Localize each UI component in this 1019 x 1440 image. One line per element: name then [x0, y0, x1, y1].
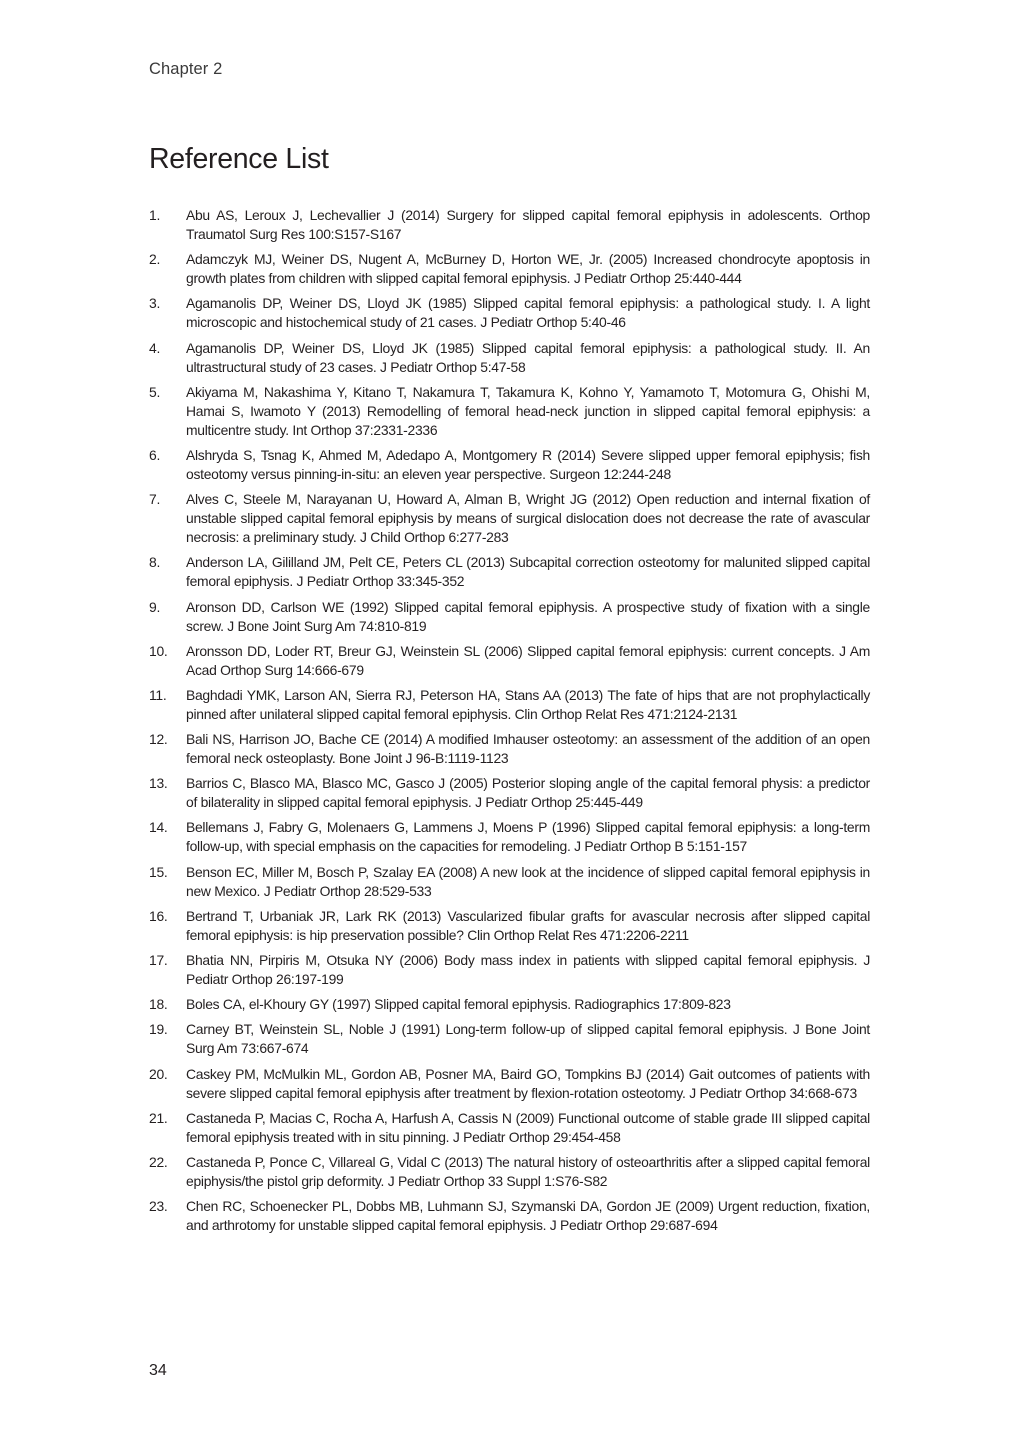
reference-text: Aronson DD, Carlson WE (1992) Slipped capital femoral epiphysis. A prospective study of fixation with a single screw. J Bone Joint Surg Am 74:810-819 [186, 598, 870, 634]
reference-text: Benson EC, Miller M, Bosch P, Szalay EA (2008) A new look at the incidence of slipped capital femoral epiphysis in new Mexico. J Pediatr Orthop 28:529-533 [186, 863, 870, 899]
reference-item [149, 490, 870, 547]
reference-number: 16. [149, 907, 168, 924]
reference-number: 5. [149, 383, 161, 400]
reference-number: 20. [149, 1065, 168, 1082]
reference-item [149, 383, 870, 440]
reference-item [149, 863, 870, 901]
reference-item [149, 553, 870, 591]
reference-number: 4. [149, 339, 161, 356]
reference-text: Chen RC, Schoenecker PL, Dobbs MB, Luhmann SJ, Szymanski DA, Gordon JE (2009) Urgent reduction, fixation, and arthrotomy for unstable slipped capital femoral epiphysis. J Pediatr Orthop 29:687-694 [186, 1198, 870, 1234]
reference-number: 1. [149, 207, 161, 223]
reference-text: Bhatia NN, Pirpiris M, Otsuka NY (2006) Body mass index in patients with slipped capital femoral epiphysis. J Pediatr Orthop 26:197-199 [186, 952, 870, 987]
reference-item [149, 642, 870, 680]
reference-text: Anderson LA, Gililland JM, Pelt CE, Peters CL (2013) Subcapital correction osteotomy for malunited slipped capital femoral epiphysis. J Pediatr Orthop 33:345-352 [186, 554, 870, 590]
reference-list [149, 206, 870, 1241]
reference-text: Baghdadi YMK, Larson AN, Sierra RJ, Peterson HA, Stans AA (2013) The fate of hips that are not prophylactically pinned after unilateral slipped capital femoral epiphysis. Clin Orthop Relat Res 471:2124-2131 [186, 686, 870, 722]
reference-item [149, 250, 870, 288]
reference-number: 21. [149, 1109, 168, 1126]
reference-item [149, 1020, 870, 1058]
reference-text: Alshryda S, Tsnag K, Ahmed M, Adedapo A, Montgomery R (2014) Severe slipped upper femoral epiphysis; fish osteotomy versus pinning-in-situ: an eleven year perspective. Surgeon 12:244-248 [186, 446, 870, 482]
reference-text: Aronsson DD, Loder RT, Breur GJ, Weinstein SL (2006) Slipped capital femoral epiphysis: current concepts. J Am Acad Orthop Surg 14:666-679 [186, 642, 870, 678]
reference-number: 18. [149, 996, 168, 1013]
reference-item [149, 686, 870, 724]
reference-number: 10. [149, 642, 168, 659]
reference-number: 19. [149, 1021, 168, 1038]
reference-text: Alves C, Steele M, Narayanan U, Howard A, Alman B, Wright JG (2012) Open reduction and internal fixation of unstable slipped capital femoral epiphysis by means of surgical dislocation does not decrease the rate of avascular necrosis: a preliminary study. J Child Orthop 6:277-283 [186, 491, 870, 546]
reference-number: 11. [149, 686, 167, 703]
reference-item [149, 1153, 870, 1191]
reference-number: 15. [149, 863, 168, 880]
page-title: Reference List [149, 143, 329, 175]
reference-text: Agamanolis DP, Weiner DS, Lloyd JK (1985) Slipped capital femoral epiphysis: a pathological study. I. A light microscopic and histochemical study of 21 cases. J Pediatr Orthop 5:40-46 [186, 295, 870, 331]
reference-text: Akiyama M, Nakashima Y, Kitano T, Nakamura T, Takamura K, Kohno Y, Yamamoto T, Motomura G, Ohishi M, Hamai S, Iwamoto Y (2013) Remodelling of femoral head-neck junction in slipped capital femoral epiphysis: a multicentre study. Int Orthop 37:2331-2336 [186, 383, 870, 438]
reference-number: 13. [149, 775, 168, 792]
reference-item [149, 206, 870, 244]
reference-item [149, 1109, 870, 1147]
reference-text: Abu AS, Leroux J, Lechevallier J (2014) Surgery for slipped capital femoral epiphysis in adolescents. Orthop Traumatol Surg Res 100:S157-S167 [186, 207, 870, 242]
reference-text: Castaneda P, Ponce C, Villareal G, Vidal C (2013) The natural history of osteoarthritis after a slipped capital femoral epiphysis/the pistol grip deformity. J Pediatr Orthop 33 Suppl 1:S76-S82 [186, 1153, 870, 1189]
reference-text: Agamanolis DP, Weiner DS, Lloyd JK (1985) Slipped capital femoral epiphysis: a pathological study. II. An ultrastructural study of 23 cases. J Pediatr Orthop 5:47-58 [186, 339, 870, 375]
reference-number: 8. [149, 554, 161, 571]
reference-number: 22. [149, 1153, 168, 1170]
reference-item [149, 1197, 870, 1235]
reference-item [149, 446, 870, 484]
page-number: 34 [149, 1362, 167, 1379]
reference-item [149, 818, 870, 856]
reference-text: Caskey PM, McMulkin ML, Gordon AB, Posner MA, Baird GO, Tompkins BJ (2014) Gait outcomes of patients with severe slipped capital femoral epiphysis after treatment by flexion-rotation osteotomy. J Pediatr Orthop 34:668-673 [186, 1065, 870, 1101]
reference-item [149, 907, 870, 945]
reference-number: 2. [149, 251, 161, 268]
reference-item [149, 598, 870, 636]
reference-number: 12. [149, 731, 168, 748]
reference-text: Boles CA, el-Khoury GY (1997) Slipped capital femoral epiphysis. Radiographics 17:809-823 [186, 996, 731, 1013]
reference-text: Bali NS, Harrison JO, Bache CE (2014) A modified Imhauser osteotomy: an assessment of the addition of an open femoral neck osteoplasty. Bone Joint J 96-B:1119-1123 [186, 731, 870, 767]
reference-item [149, 730, 870, 768]
reference-item [149, 294, 870, 332]
reference-item [149, 951, 870, 989]
reference-text: Bertrand T, Urbaniak JR, Lark RK (2013) Vascularized fibular grafts for avascular necrosis after slipped capital femoral epiphysis: is hip preservation possible? Clin Orthop Relat Res 471:2206-2211 [186, 907, 870, 943]
reference-number: 17. [149, 952, 168, 968]
reference-text: Adamczyk MJ, Weiner DS, Nugent A, McBurney D, Horton WE, Jr. (2005) Increased chondrocyte apoptosis in growth plates from children with slipped capital femoral epiphysis. J Pediatr Orthop 25:440-444 [186, 251, 870, 287]
reference-item [149, 339, 870, 377]
reference-number: 7. [149, 491, 161, 508]
reference-number: 9. [149, 598, 161, 615]
reference-number: 23. [149, 1198, 168, 1215]
reference-text: Barrios C, Blasco MA, Blasco MC, Gasco J (2005) Posterior sloping angle of the capital femoral physis: a predictor of bilaterality in slipped capital femoral epiphysis. J Pediatr Orthop 25:445-449 [186, 775, 870, 811]
reference-text: Castaneda P, Macias C, Rocha A, Harfush A, Cassis N (2009) Functional outcome of stable grade III slipped capital femoral epiphysis treated with in situ pinning. J Pediatr Orthop 29:454-458 [186, 1109, 870, 1145]
reference-text: Carney BT, Weinstein SL, Noble J (1991) Long-term follow-up of slipped capital femoral epiphysis. J Bone Joint Surg Am 73:667-674 [186, 1021, 870, 1057]
reference-text: Bellemans J, Fabry G, Molenaers G, Lammens J, Moens P (1996) Slipped capital femoral epiphysis: a long-term follow-up, with special emphasis on the capacities for remodeling. J Pediatr Orthop B 5:151-157 [186, 819, 870, 855]
chapter-header: Chapter 2 [149, 60, 223, 78]
reference-item [149, 774, 870, 812]
reference-number: 6. [149, 446, 161, 463]
reference-item [149, 995, 870, 1014]
reference-item [149, 1065, 870, 1103]
reference-number: 14. [149, 819, 168, 836]
reference-number: 3. [149, 295, 161, 312]
